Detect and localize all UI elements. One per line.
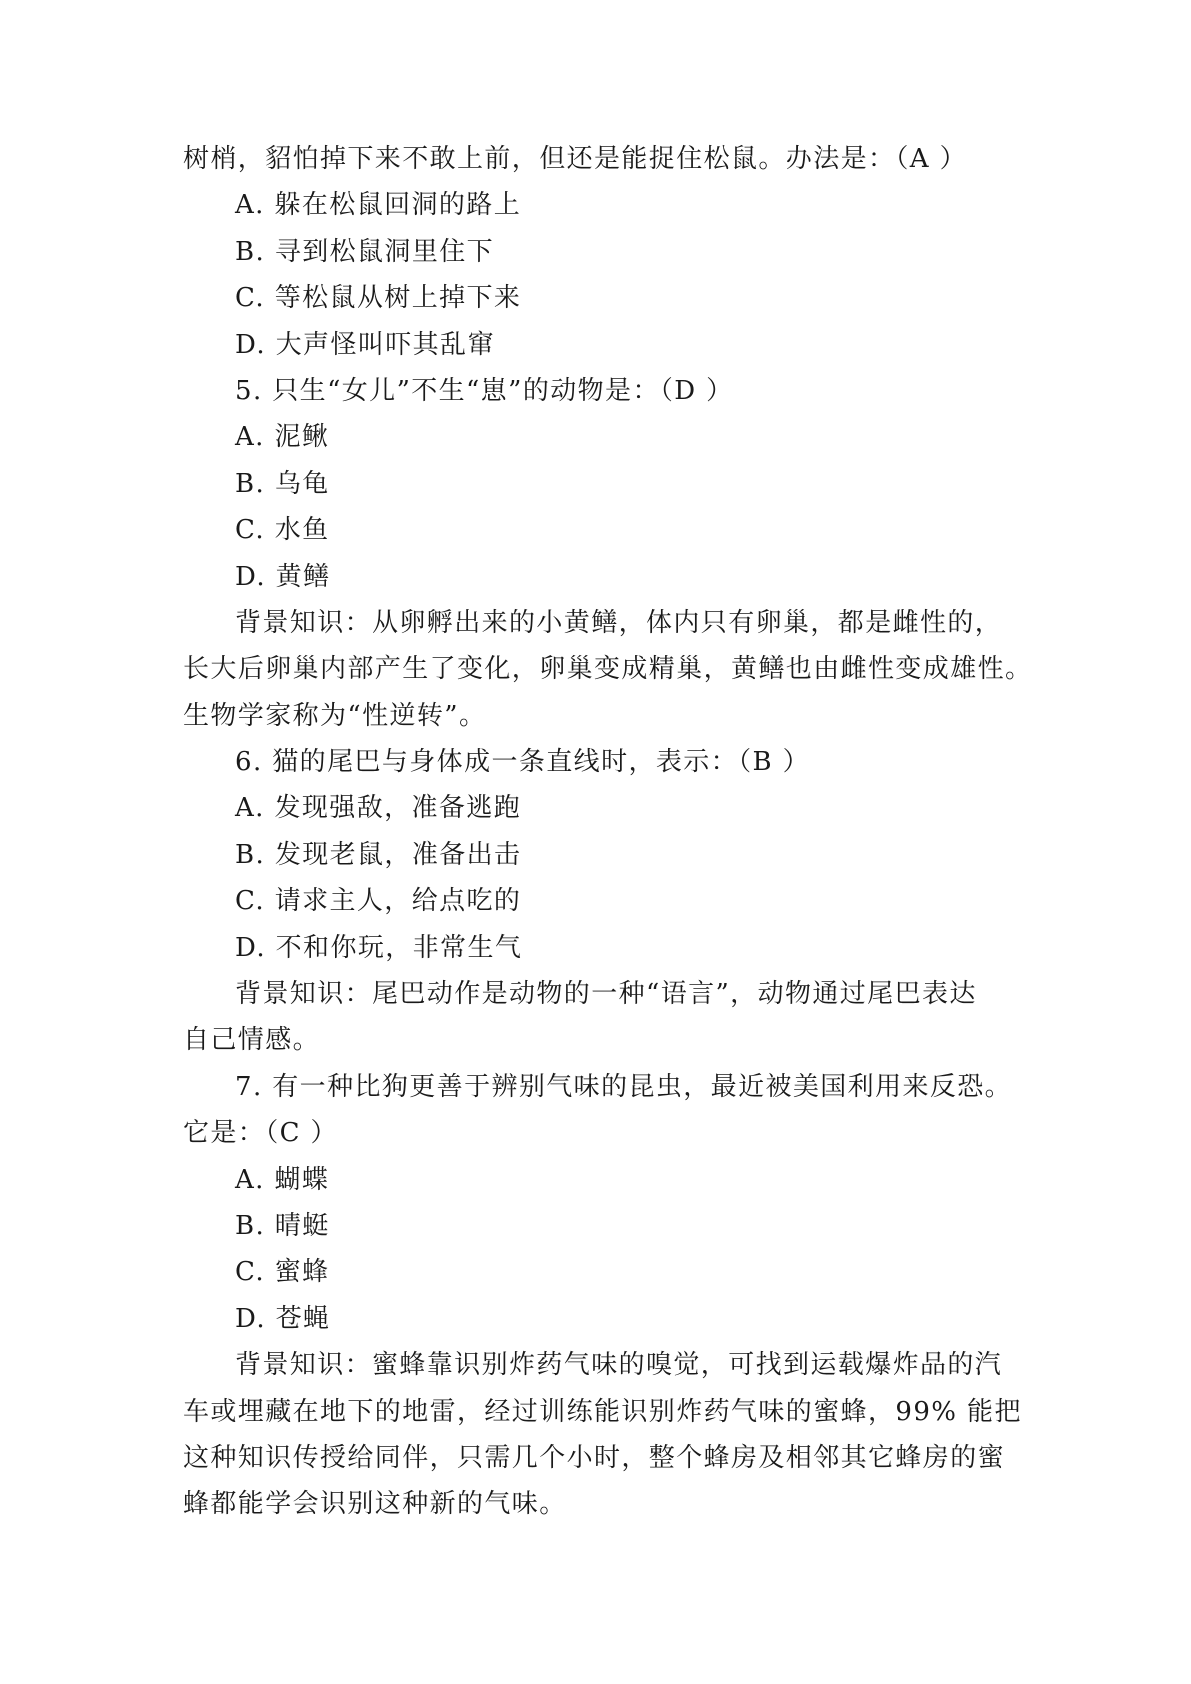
q4-option-d: D. 大声怪叫吓其乱窜 <box>235 329 495 360</box>
question-4-continued <box>183 136 1031 368</box>
q6-background-line-1: 背景知识：尾巴动作是动物的一种“语言”，动物通过尾巴表达 <box>235 979 977 1010</box>
q7-background-line-4: 蜂都能学会识别这种新的气味。 <box>183 1489 567 1520</box>
q6-option-c: C. 请求主人，给点吃的 <box>235 886 522 917</box>
q5-option-b: B. 乌龟 <box>235 468 330 499</box>
q4-option-c: C. 等松鼠从树上掉下来 <box>235 283 522 314</box>
q7-background-line-3: 这种知识传授给同伴，只需几个小时，整个蜂房及相邻其它蜂房的蜜 <box>183 1442 1006 1473</box>
q5-option-d: D. 黄鳝 <box>235 561 331 592</box>
q5-option-c: C. 水鱼 <box>235 515 330 546</box>
q6-option-b: B. 发现老鼠，准备出击 <box>235 839 522 870</box>
q7-option-b: B. 晴蜓 <box>235 1210 330 1241</box>
question-5-stem: 5. 只生“女儿”不生“崽”的动物是：（D ） <box>235 375 734 406</box>
q7-background-line-2: 车或埋藏在地下的地雷，经过训练能识别炸药气味的蜜蜂，99% 能把 <box>183 1396 1022 1427</box>
question-5 <box>183 368 1031 739</box>
question-7-stem-line-1: 7. 有一种比狗更善于辨别气味的昆虫，最近被美国利用来反恐。 <box>235 1071 1013 1102</box>
question-7 <box>183 1064 1031 1528</box>
q5-option-a: A. 泥鳅 <box>235 422 330 453</box>
q7-option-a: A. 蝴蝶 <box>235 1164 330 1195</box>
q6-option-d: D. 不和你玩，非常生气 <box>235 932 523 963</box>
q7-option-c: C. 蜜蜂 <box>235 1257 330 1288</box>
q4-option-a: A. 躲在松鼠回洞的路上 <box>235 190 522 221</box>
q5-background-line-1: 背景知识：从卵孵出来的小黄鳝，体内只有卵巢，都是雌性的， <box>235 607 1003 638</box>
q7-background-line-1: 背景知识：蜜蜂靠识别炸药气味的嗅觉，可找到运载爆炸品的汽 <box>235 1350 1003 1381</box>
q6-option-a: A. 发现强敌，准备逃跑 <box>235 793 522 824</box>
q4-option-b: B. 寻到松鼠洞里住下 <box>235 236 495 267</box>
q7-option-d: D. 苍蝇 <box>235 1303 331 1334</box>
question-4-stem-end: 树梢，貂怕掉下来不敢上前，但还是能捉住松鼠。办法是：（A ） <box>183 144 968 174</box>
question-7-stem-line-2: 它是：（C ） <box>183 1118 338 1149</box>
question-6-stem: 6. 猫的尾巴与身体成一条直线时，表示：（B ） <box>235 747 811 778</box>
q6-background-line-2: 自己情感。 <box>183 1025 321 1056</box>
q5-background-line-3: 生物学家称为“性逆转”。 <box>183 700 487 731</box>
q5-background-line-2: 长大后卵巢内部产生了变化，卵巢变成精巢，黄鳝也由雌性变成雄性。 <box>183 654 1033 685</box>
question-6 <box>183 739 1031 1064</box>
